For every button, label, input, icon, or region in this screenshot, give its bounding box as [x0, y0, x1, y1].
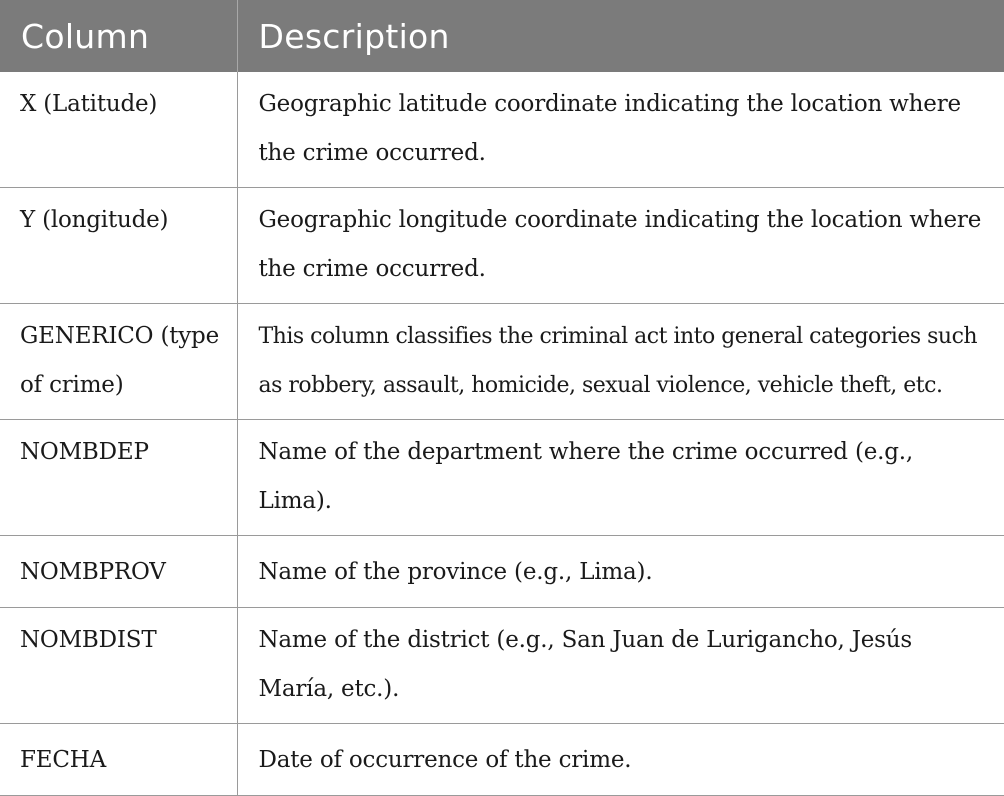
header-column: Column [0, 0, 237, 72]
description-cell: Geographic longitude coordinate indicating the location where the crime occurred. [237, 188, 1004, 304]
column-name-cell: FECHA [0, 724, 237, 796]
header-description: Description [237, 0, 1004, 72]
column-name-cell: NOMBDIST [0, 608, 237, 724]
description-cell: Name of the province (e.g., Lima). [237, 536, 1004, 608]
column-name-cell: Y (longitude) [0, 188, 237, 304]
description-cell: Name of the department where the crime occurred (e.g., Lima). [237, 420, 1004, 536]
column-name-cell: GENERICO (type of crime) [0, 304, 237, 420]
table-header [0, 0, 1004, 72]
description-cell: Date of occurrence of the crime. [237, 724, 1004, 796]
column-name-cell: X (Latitude) [0, 72, 237, 188]
table-row [0, 72, 1004, 188]
table-row [0, 188, 1004, 304]
header-row [0, 0, 1004, 72]
table-row [0, 536, 1004, 608]
table-row [0, 420, 1004, 536]
table-body [0, 72, 1004, 796]
table-row [0, 608, 1004, 724]
column-name-cell: NOMBDEP [0, 420, 237, 536]
column-name-cell: NOMBPROV [0, 536, 237, 608]
description-cell: This column classifies the criminal act into general categories such as robbery, assault, homicide, sexual violence, vehicle theft, etc. [237, 304, 1004, 420]
description-cell: Name of the district (e.g., San Juan de Lurigancho, Jesús María, etc.). [237, 608, 1004, 724]
description-cell: Geographic latitude coordinate indicating the location where the crime occurred. [237, 72, 1004, 188]
table-row [0, 304, 1004, 420]
table-row [0, 724, 1004, 796]
